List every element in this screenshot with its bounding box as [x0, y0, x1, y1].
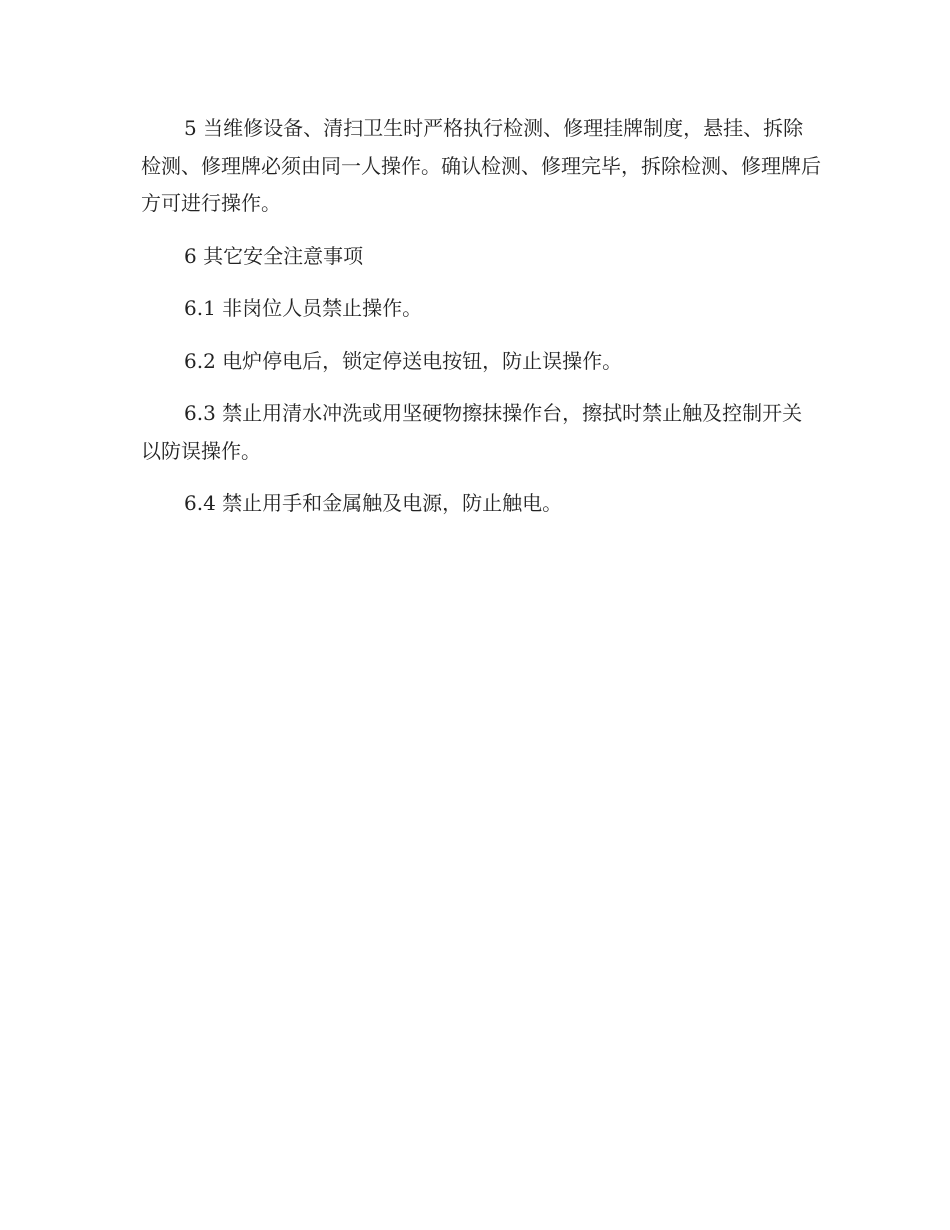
paragraph-6-3: 6.3 禁止用清水冲洗或用坚硬物擦抹操作台，擦拭时禁止触及控制开关以防误操作。: [141, 401, 803, 463]
paragraph-5-maintenance-tagging: 5 当维修设备、清扫卫生时严格执行检测、修理挂牌制度，悬挂、拆除检测、修理牌必须由同一人操作。确认检测、修理完毕，拆除检测、修理牌后方可进行操作。: [141, 116, 821, 215]
paragraph-6-1: 6.1 非岗位人员禁止操作。: [184, 296, 423, 320]
paragraph-6-4: 6.4 禁止用手和金属触及电源，防止触电。: [184, 491, 563, 515]
paragraph-6-heading-other-safety: 6 其它安全注意事项: [184, 243, 364, 268]
document-body: [141, 110, 821, 538]
paragraph-6-2: 6.2 电炉停电后，锁定停送电按钮，防止误操作。: [184, 348, 623, 373]
